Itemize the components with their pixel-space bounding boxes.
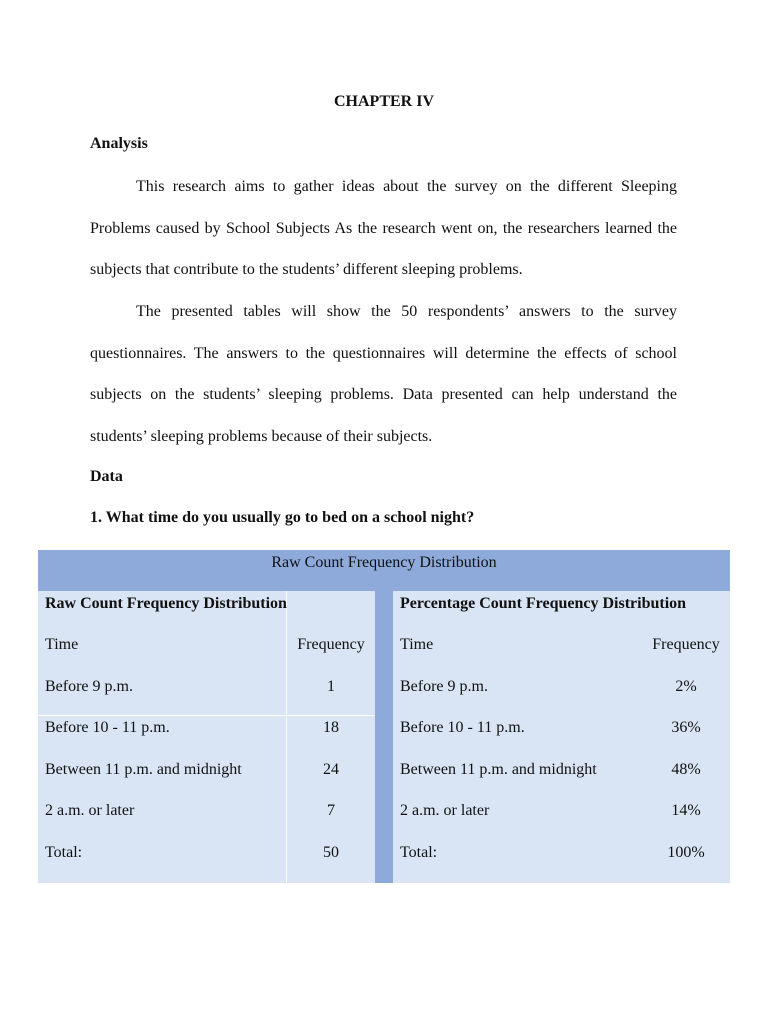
- raw-col-frequency: Frequency: [297, 636, 365, 653]
- raw-row-time: Before 9 p.m.: [45, 678, 133, 695]
- data-heading: Data: [90, 468, 123, 485]
- percent-panel-header: Percentage Count Frequency Distribution: [400, 595, 687, 612]
- raw-row-value: 24: [323, 761, 339, 778]
- percentage-count-panel: [393, 591, 730, 883]
- raw-panel-header: Raw Count Frequency Distribution: [45, 595, 287, 612]
- analysis-heading: Analysis: [90, 135, 148, 152]
- raw-row-value: 7: [327, 802, 335, 819]
- percent-total-label: Total:: [400, 844, 438, 861]
- percent-row-time: Between 11 p.m. and midnight: [400, 761, 597, 778]
- analysis-paragraph-2: The presented tables will show the 50 respondents’ answers to the survey questionnaires. The answers to the questionnaires will determine the effects of school subjects on the students’ sleeping problems. Data presented can help understand the students’ sleeping problems because of their subjects.: [90, 303, 677, 446]
- analysis-paragraph-1: This research aims to gather ideas about the survey on the different Sleeping Problems caused by School Subjects As the research went on, the researchers learned the subjects that contribute to the students’ different sleeping problems.: [90, 178, 677, 279]
- raw-col-time: Time: [45, 636, 79, 653]
- percent-row-value: 2%: [675, 678, 697, 695]
- survey-question: 1. What time do you usually go to bed on a school night?: [90, 509, 475, 526]
- percent-row-time: 2 a.m. or later: [400, 802, 490, 819]
- column-divider: [286, 591, 287, 883]
- percent-total-value: 100%: [667, 844, 705, 861]
- raw-count-panel: [38, 591, 375, 883]
- percent-col-time: Time: [400, 636, 434, 653]
- percent-row-value: 36%: [671, 719, 701, 736]
- frequency-table: [38, 550, 730, 883]
- raw-row-time: Before 10 - 11 p.m.: [45, 719, 170, 736]
- raw-row-time: 2 a.m. or later: [45, 802, 135, 819]
- percent-col-frequency: Frequency: [652, 636, 720, 653]
- raw-total-value: 50: [323, 844, 339, 861]
- table-title: Raw Count Frequency Distribution: [38, 550, 730, 591]
- percent-row-value: 14%: [671, 802, 701, 819]
- chapter-title: CHAPTER IV: [333, 93, 434, 110]
- raw-total-label: Total:: [45, 844, 83, 861]
- panel-separator: [375, 591, 393, 883]
- raw-row-value: 18: [323, 719, 339, 736]
- percent-row-time: Before 10 - 11 p.m.: [400, 719, 525, 736]
- raw-row-value: 1: [327, 678, 335, 695]
- percent-row-time: Before 9 p.m.: [400, 678, 488, 695]
- row-divider: [38, 715, 375, 716]
- percent-row-value: 48%: [671, 761, 701, 778]
- raw-row-time: Between 11 p.m. and midnight: [45, 761, 242, 778]
